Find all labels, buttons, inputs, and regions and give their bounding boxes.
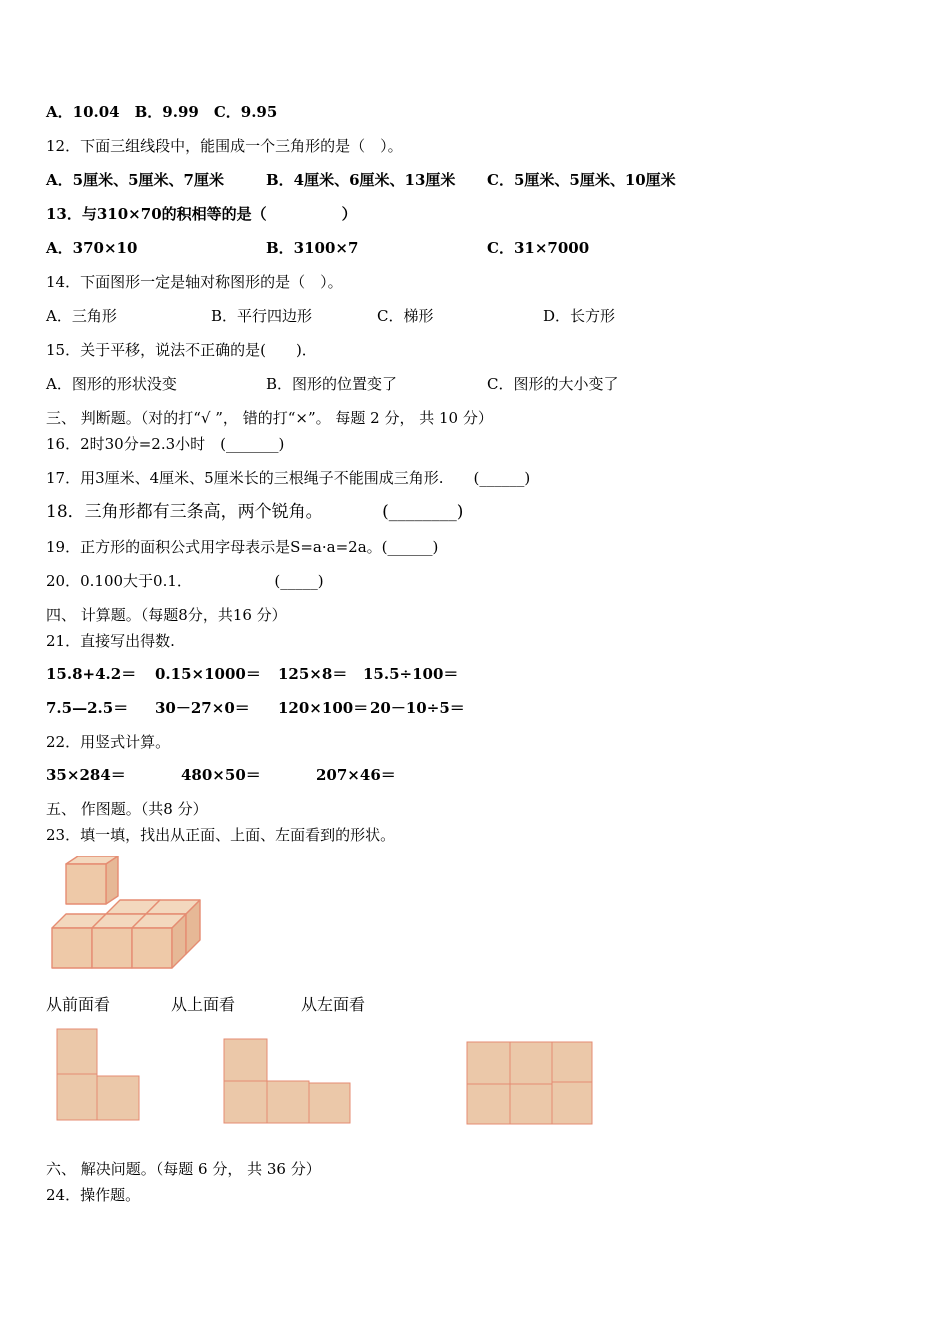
q14-option-d: D．长方形 — [543, 307, 616, 325]
section-6-heading: 六、 解决问题。（每题 6 分， 共 36 分） — [46, 1160, 321, 1178]
left-view-shape — [463, 1038, 597, 1128]
q14-option-a: A．三角形 — [46, 307, 117, 325]
view-label-top: 从上面看 — [171, 995, 236, 1014]
q21-row1-item: 0.15×1000＝ — [155, 665, 261, 683]
q13-option-b: B．3100×7 — [266, 239, 359, 257]
q21-row2-item: 30－27×0＝ — [155, 699, 250, 717]
q14-option-b: B．平行四边形 — [211, 307, 313, 325]
q13-option-a: A．370×10 — [46, 239, 138, 257]
q21-row1-item: 125×8＝ — [278, 665, 348, 683]
q21-stem: 21．直接写出得数. — [46, 632, 175, 650]
q21-row2-item: 7.5—2.5＝ — [46, 699, 129, 717]
q12-stem: 12．下面三组线段中，能围成一个三角形的是（ ）。 — [46, 137, 403, 155]
front-view-shape — [54, 1026, 144, 1124]
q15-option-a: A．图形的形状没变 — [46, 375, 177, 393]
q12-option-a: A．5厘米、5厘米、7厘米 — [46, 171, 224, 189]
q13-option-c: C．31×7000 — [487, 239, 590, 257]
q17: 17．用3厘米、4厘米、5厘米长的三根绳子不能围成三角形. (______) — [46, 469, 531, 487]
q24: 24．操作题。 — [46, 1186, 141, 1204]
q19: 19．正方形的面积公式用字母表示是S=a·a=2a。(______) — [46, 538, 439, 556]
top-view-shape — [220, 1036, 354, 1128]
q21-row2-item: 120×100＝ — [278, 699, 369, 717]
q16: 16．2时30分=2.3小时 (_______) — [46, 435, 285, 453]
q15-stem: 15．关于平移，说法不正确的是( )． — [46, 341, 317, 359]
q21-row2-item: 20－10÷5＝ — [370, 699, 465, 717]
q22-item: 207×46＝ — [316, 766, 396, 784]
view-label-left: 从左面看 — [301, 995, 366, 1014]
q13-stem: 13．与310×70的积相等的是（ ） — [46, 205, 357, 223]
q20: 20．0.100大于0.1． (_____) — [46, 572, 324, 590]
section-4-heading: 四、 计算题。（每题8分，共16 分） — [46, 606, 287, 624]
q15-option-b: B．图形的位置变了 — [266, 375, 398, 393]
q12-option-c: C．5厘米、5厘米、10厘米 — [487, 171, 676, 189]
q21-row1-item: 15.5÷100＝ — [363, 665, 459, 683]
q12-option-b: B．4厘米、6厘米、13厘米 — [266, 171, 456, 189]
q11-options: A．10.04 B．9.99 C．9.95 — [46, 103, 278, 121]
section-3-heading: 三、 判断题。（对的打“√ ”， 错的打“×”。 每题 2 分， 共 10 分） — [46, 409, 493, 427]
q22-item: 35×284＝ — [46, 766, 126, 784]
q22-item: 480×50＝ — [181, 766, 261, 784]
q21-row1-item: 15.8+4.2＝ — [46, 665, 137, 683]
q18: 18．三角形都有三条高，两个锐角。 (________) — [46, 502, 464, 522]
q22-stem: 22．用竖式计算。 — [46, 733, 171, 751]
q14-option-c: C．梯形 — [377, 307, 434, 325]
q15-option-c: C．图形的大小变了 — [487, 375, 619, 393]
q23-stem: 23．填一填，找出从正面、上面、左面看到的形状。 — [46, 826, 396, 844]
cube-stack-figure — [48, 856, 208, 974]
section-5-heading: 五、 作图题。（共8 分） — [46, 800, 208, 818]
view-label-front: 从前面看 — [46, 995, 111, 1014]
q14-stem: 14．下面图形一定是轴对称图形的是（ ）。 — [46, 273, 343, 291]
